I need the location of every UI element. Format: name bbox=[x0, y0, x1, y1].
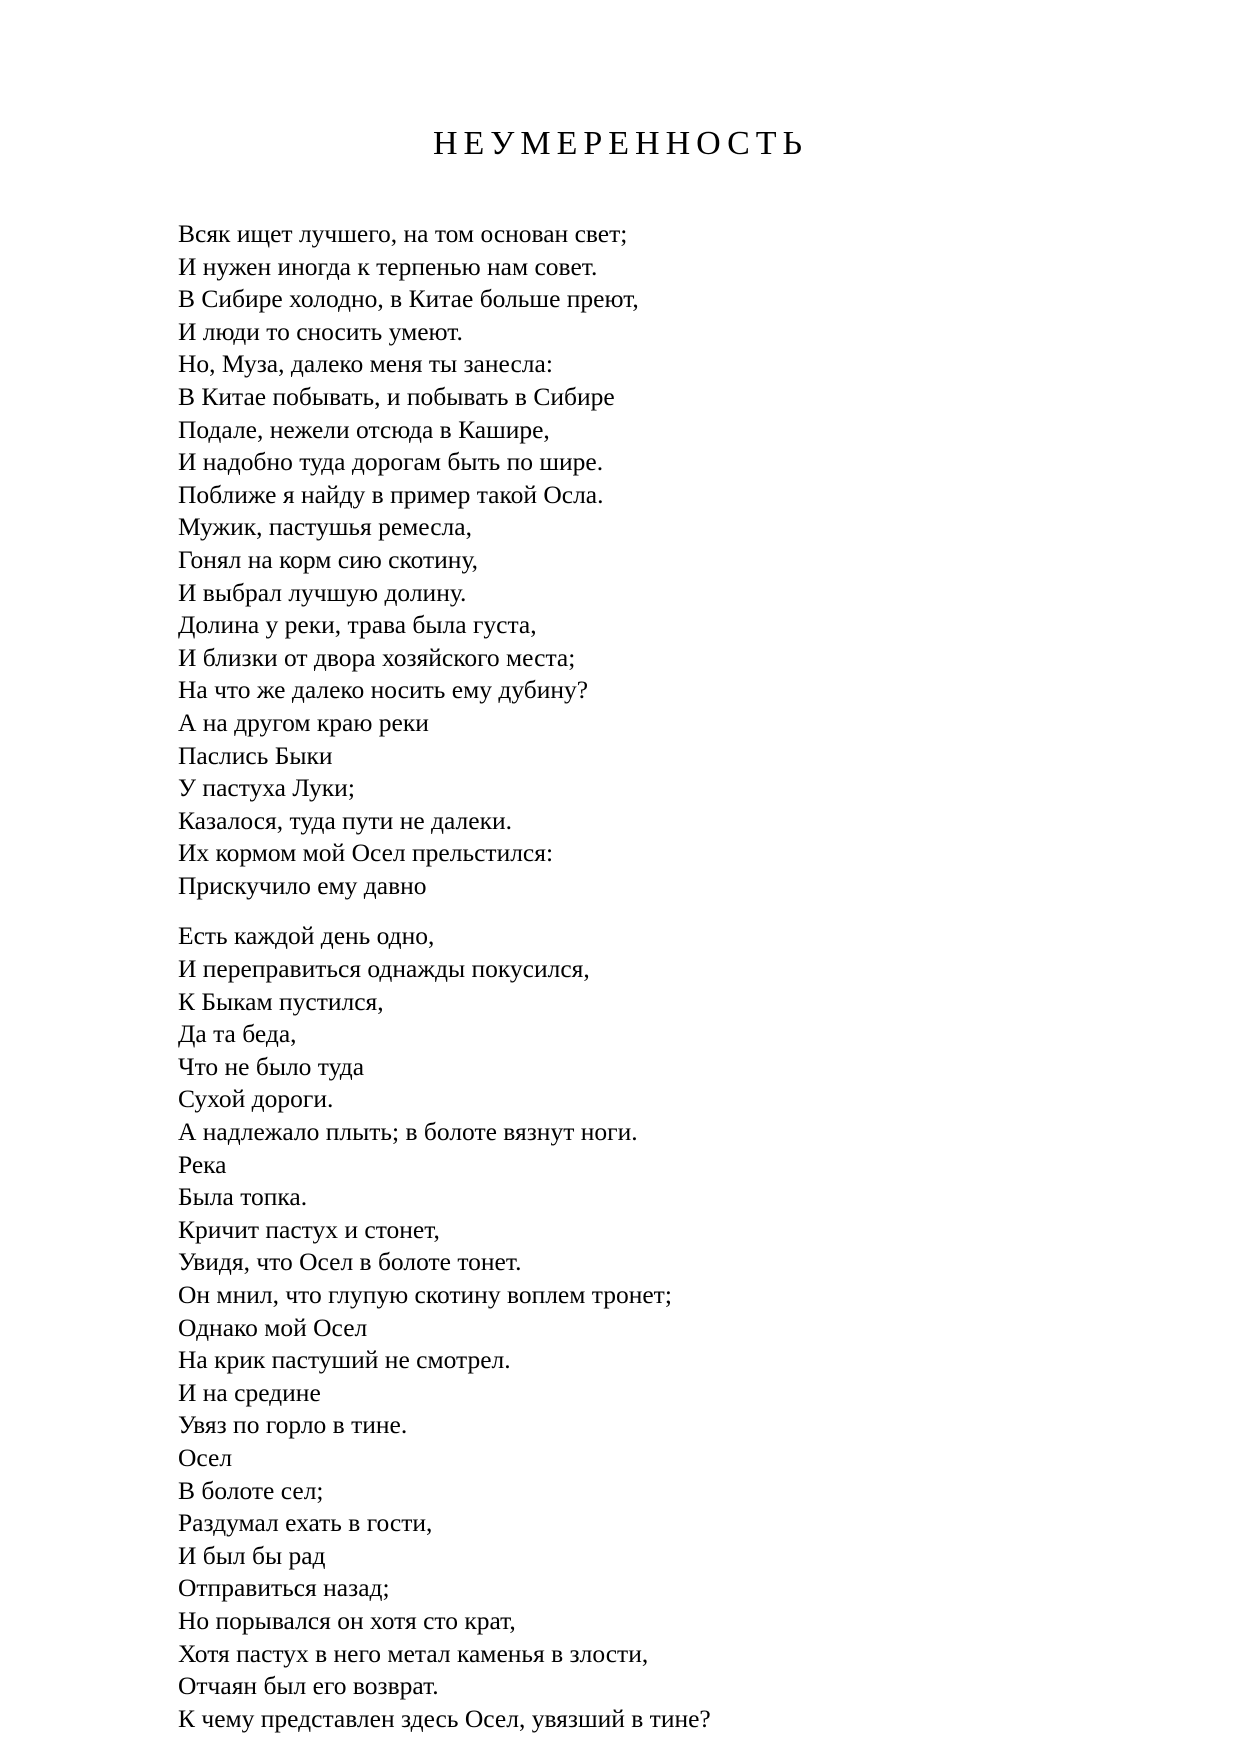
poem-line: И переправиться однажды покусился, bbox=[178, 954, 590, 984]
poem-line: Казалося, туда пути не далеки. bbox=[178, 805, 513, 835]
poem-line: Река bbox=[178, 1149, 227, 1179]
poem-line: Есть каждой день одно, bbox=[178, 921, 435, 951]
poem-line: Их кормом мой Осел прельстился: bbox=[178, 838, 554, 868]
poem-title: НЕУМЕРЕННОСТЬ bbox=[432, 125, 809, 162]
poem-line: К Быкам пустился, bbox=[178, 986, 384, 1016]
poem-line: Мужик, пастушья ремесла, bbox=[178, 512, 472, 542]
poem-line: А надлежало плыть; в болоте вязнут ноги. bbox=[178, 1117, 638, 1147]
poem-line: Поближе я найду в пример такой Осла. bbox=[178, 479, 604, 509]
poem-line: У пастуха Луки; bbox=[178, 773, 355, 803]
poem-line: К чему представлен здесь Осел, увязший в тине? bbox=[178, 1703, 711, 1733]
poem-line: Паслись Быки bbox=[178, 740, 333, 770]
poem-line: И на средине bbox=[178, 1377, 321, 1407]
poem-line: И надобно туда дорогам быть по шире. bbox=[178, 447, 604, 477]
poem-line: В Сибире холодно, в Китае больше преют, bbox=[178, 284, 639, 314]
poem-line: Всяк ищет лучшего, на том основан свет; bbox=[178, 219, 628, 248]
poem-line: Увидя, что Осел в болоте тонет. bbox=[178, 1247, 522, 1277]
poem-line: Подале, нежели отсюда в Кашире, bbox=[178, 414, 550, 444]
poem-line: Хотя пастух в него метал каменья в злости, bbox=[178, 1638, 649, 1668]
poem-line: Осел bbox=[178, 1442, 233, 1472]
stanza-2 bbox=[178, 920, 1178, 1735]
poem-line: Гонял на корм сию скотину, bbox=[178, 544, 479, 574]
poem-line: Долина у реки, трава была густа, bbox=[178, 610, 537, 640]
poem-line: Прискучило ему давно bbox=[178, 870, 427, 900]
poem-line: Кричит пастух и стонет, bbox=[178, 1214, 440, 1244]
poem-line: Раздумал ехать в гости, bbox=[178, 1508, 433, 1538]
poem-line: Он мнил, что глупую скотину воплем тронет; bbox=[178, 1280, 672, 1309]
poem-line: И был бы рад bbox=[178, 1540, 326, 1570]
poem-line: Отправиться назад; bbox=[178, 1573, 390, 1603]
poem-line: И нужен иногда к терпенью нам совет. bbox=[178, 251, 598, 281]
poem-line: В болоте сел; bbox=[178, 1475, 324, 1505]
poem-line: И выбрал лучшую долину. bbox=[178, 577, 467, 607]
poem-line: Но порывался он хотя сто крат, bbox=[178, 1605, 516, 1635]
poem-line: Однако мой Осел bbox=[178, 1312, 368, 1342]
poem-line: Была топка. bbox=[178, 1182, 308, 1212]
poem-line: На крик пастуший не смотрел. bbox=[178, 1345, 511, 1375]
stanza-1 bbox=[178, 218, 1178, 902]
poem-line: И люди то сносить умеют. bbox=[178, 316, 463, 346]
poem-line: Увяз по горло в тине. bbox=[178, 1410, 408, 1440]
poem-line: И близки от двора хозяйского места; bbox=[178, 642, 576, 672]
poem-line: Но, Муза, далеко меня ты занесла: bbox=[178, 349, 553, 379]
poem-line: Что не было туда bbox=[178, 1051, 365, 1081]
poem-line: Да та беда, bbox=[178, 1019, 297, 1049]
poem-body bbox=[178, 218, 1178, 1735]
poem-line: На что же далеко носить ему дубину? bbox=[178, 675, 589, 705]
poem-line: А на другом краю реки bbox=[178, 707, 429, 737]
poem-line: Сухой дороги. bbox=[178, 1084, 334, 1114]
poem-line: Отчаян был его возврат. bbox=[178, 1671, 439, 1701]
poem-line: В Китае побывать, и побывать в Сибире bbox=[178, 381, 615, 411]
